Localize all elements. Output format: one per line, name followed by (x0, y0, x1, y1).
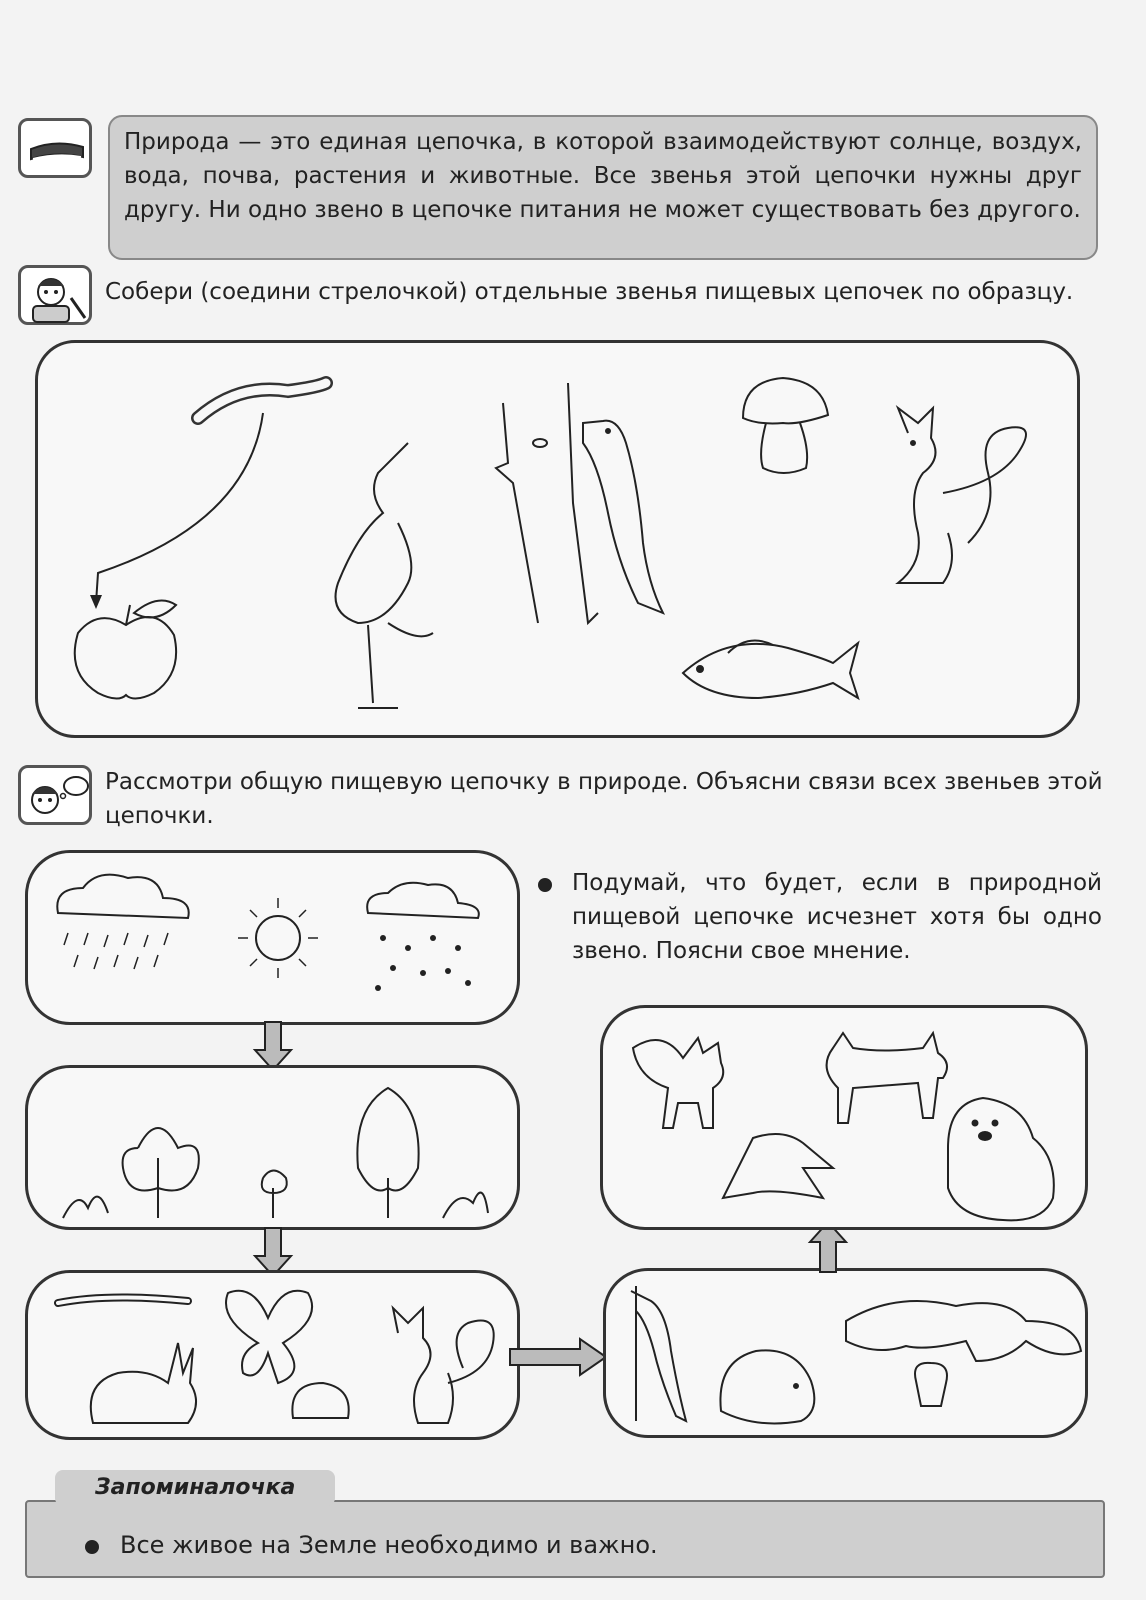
intro-box (108, 115, 1098, 260)
plants-picture (63, 1088, 488, 1218)
book-icon (18, 118, 92, 178)
squirrel-picture (898, 408, 1026, 583)
woodpecker-tree-picture (496, 383, 663, 623)
intro-text: Природа — это единая цепочка, в которой взаимодействуют солнце, воздух, вода, почва, растения и животные. Все звенья этой цепочки нужны друг другу. Ни одно звено в цепочке питания не может существовать без другого. (124, 129, 1082, 223)
food-chain-sample-panel (35, 340, 1080, 738)
remember-bullet (85, 1540, 99, 1554)
large-predators-panel (600, 1005, 1088, 1230)
herbivores-picture (58, 1291, 494, 1423)
weather-panel (25, 850, 520, 1025)
small-predators-picture (631, 1286, 1081, 1423)
plants-panel (25, 1065, 520, 1230)
remember-title: Запоминалочка (55, 1470, 335, 1506)
rain-cloud-picture (57, 875, 188, 969)
apple-picture (75, 601, 176, 699)
snow-cloud-picture (367, 883, 479, 991)
fish-picture (683, 641, 858, 699)
task1-text: Собери (соедини стрелочкой) отдельные звенья пищевых цепочек по образцу. (105, 279, 1074, 305)
note-bullet (538, 878, 552, 892)
remember-text: Все живое на Земле необходимо и важно. (120, 1531, 658, 1559)
boy-pencil-icon (18, 265, 92, 325)
large-predators-picture (633, 1033, 1054, 1220)
arrow-right (510, 1337, 610, 1377)
task2-text: Рассмотри общую пищевую цепочку в природе. Объясни связи всех звеньев этой цепочки. (105, 769, 1103, 829)
small-predators-panel (603, 1268, 1088, 1438)
caterpillar-picture (198, 383, 326, 418)
herbivores-panel (25, 1270, 520, 1440)
boy-thinking-icon (18, 765, 92, 825)
heron-picture (336, 443, 434, 708)
note-text: Подумай, что будет, если в природной пищевой цепочке исчезнет хотя бы одно звено. Поясни свое мнение. (572, 870, 1102, 964)
mushroom-picture (743, 378, 828, 473)
sun-picture (238, 898, 318, 978)
